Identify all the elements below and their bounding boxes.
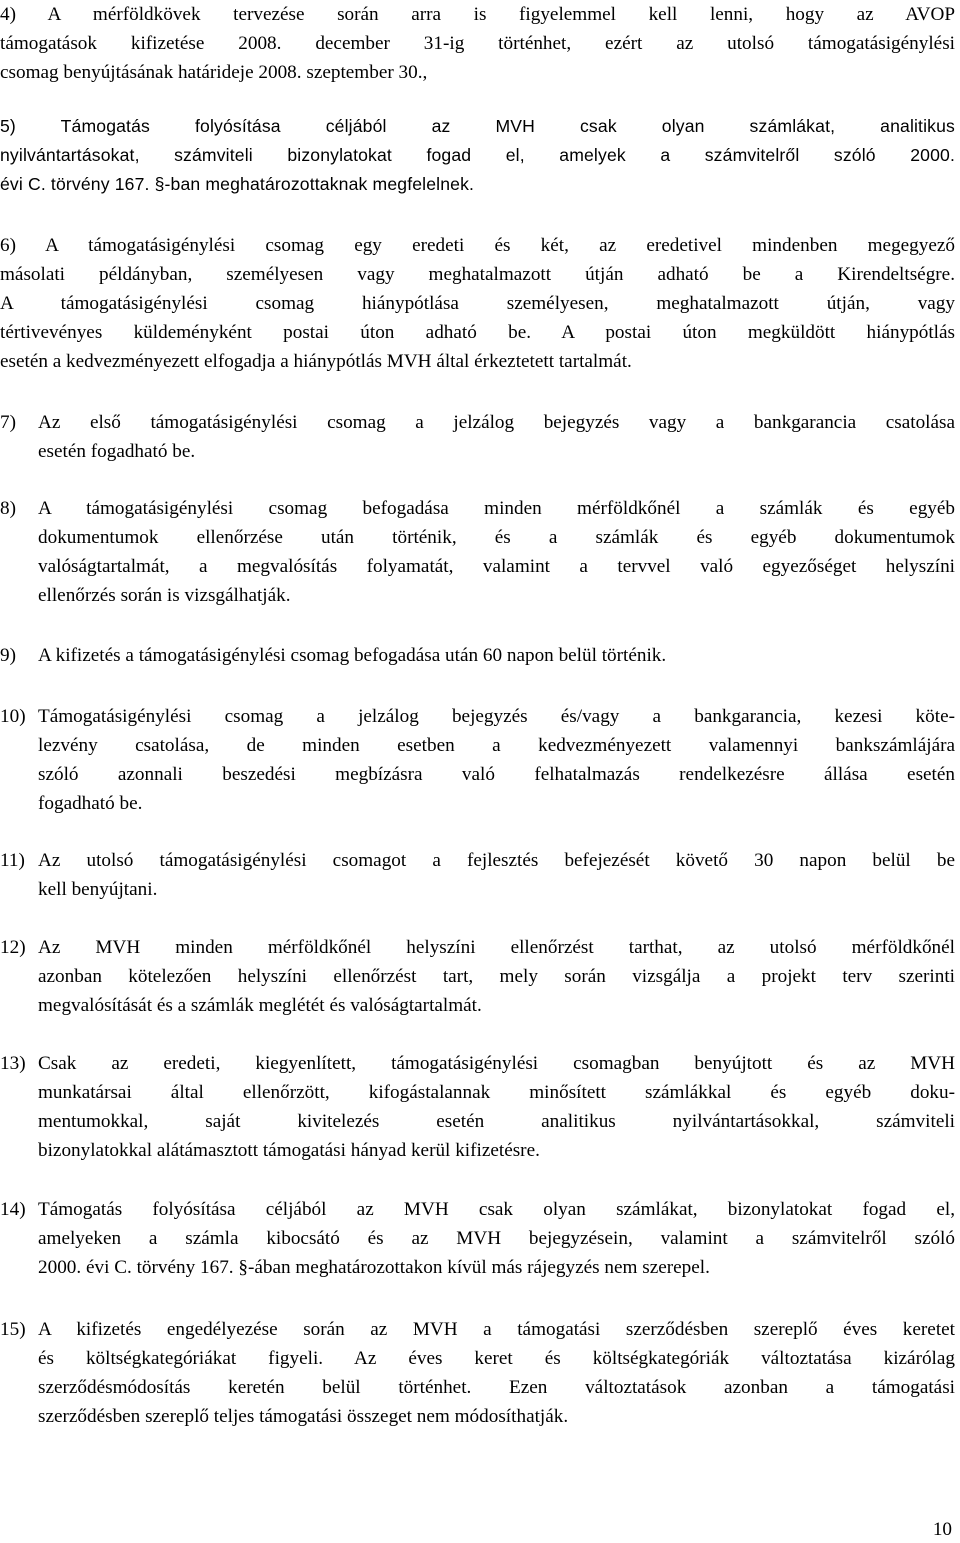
list-item-15 — [0, 1315, 955, 1431]
text-line: A kifizetés engedélyezése során az MVH a támogatási szerződésben szereplő éves keretet — [38, 1319, 955, 1340]
text-line: megvalósítását és a számlák meglétét és valóságtartalmát. — [38, 995, 482, 1016]
list-item-number: 8) — [0, 498, 16, 519]
text-line: 4) A mérföldkövek tervezése során arra is figyelemmel kell lenni, hogy az AVOP — [0, 4, 955, 25]
list-item-number: 14) — [0, 1199, 26, 1220]
text-line: dokumentumok ellenőrzése után történik, és a számlák és egyéb dokumentumok — [38, 527, 955, 548]
text-line: A támogatásigénylési csomag befogadása minden mérföldkőnél a számlák és egyéb — [38, 498, 955, 519]
text-line: csomag benyújtásának határideje 2008. szeptember 30., — [0, 62, 428, 83]
text-line: másolati példányban, személyesen vagy meghatalmazott útján adható be a Kirendeltségre. — [0, 264, 955, 285]
text-line: munkatársai által ellenőrzött, kifogástalannak minősített számlákkal és egyéb doku- — [38, 1082, 955, 1103]
text-line: Az utolsó támogatásigénylési csomagot a fejlesztés befejezését követő 30 napon belül be — [38, 850, 955, 871]
list-item-8 — [0, 494, 955, 610]
list-item-13 — [0, 1049, 955, 1165]
text-line: valóságtartalmát, a megvalósítás folyamatát, valamint a tervvel való egyezőséget helyszíni — [38, 556, 955, 577]
text-line: esetén a kedvezményezett elfogadja a hiánypótlás MVH által érkeztetett tartalmát. — [0, 351, 632, 372]
page-number: 10 — [932, 1519, 952, 1540]
list-item-number: 12) — [0, 937, 26, 958]
text-line: A támogatásigénylési csomag hiánypótlása személyesen, meghatalmazott útján, vagy — [0, 293, 955, 314]
text-line: évi C. törvény 167. §-ban meghatározottaknak megfelelnek. — [0, 174, 475, 194]
text-line: szóló azonnali beszedési megbízásra való felhatalmazás rendelkezésre állása esetén — [38, 764, 955, 785]
list-item-10 — [0, 702, 955, 818]
text-line: kell benyújtani. — [38, 879, 158, 900]
text-line: lezvény csatolása, de minden esetben a kedvezményezett valamennyi bankszámlájára — [38, 735, 955, 756]
list-item-number: 11) — [0, 850, 25, 871]
list-item-number: 7) — [0, 412, 16, 433]
list-item-number: 15) — [0, 1319, 26, 1340]
list-item-4 — [0, 0, 955, 87]
text-line: esetén fogadható be. — [38, 441, 196, 462]
text-line: Támogatásigénylési csomag a jelzálog bejegyzés és/vagy a bankgarancia, kezesi köte- — [38, 706, 955, 727]
text-line: Az első támogatásigénylési csomag a jelzálog bejegyzés vagy a bankgarancia csatolása — [38, 412, 955, 433]
text-line: nyilvántartásokat, számviteli bizonylatokat fogad el, amelyek a számvitelről szóló 2000. — [0, 145, 955, 165]
text-line: támogatások kifizetése 2008. december 31-ig történhet, ezért az utolsó támogatásigénylési — [0, 33, 955, 54]
text-line: Csak az eredeti, kiegyenlített, támogatásigénylési csomagban benyújtott és az MVH — [38, 1053, 955, 1074]
list-item-number: 10) — [0, 706, 26, 727]
text-line: amelyeken a számla kibocsátó és az MVH bejegyzésein, valamint a számvitelről szóló — [38, 1228, 955, 1249]
text-line: fogadható be. — [38, 793, 143, 814]
list-item-12 — [0, 933, 955, 1020]
text-line: mentumokkal, saját kivitelezés esetén analitikus nyilvántartásokkal, számviteli — [38, 1111, 955, 1132]
list-item-number: 13) — [0, 1053, 26, 1074]
text-line: szerződésmódosítás keretén belül történhet. Ezen változtatások azonban a támogatási — [38, 1377, 955, 1398]
list-item-9 — [0, 641, 955, 670]
text-line: tértivevényes küldeményként postai úton adható be. A postai úton megküldött hiánypótlás — [0, 322, 955, 343]
text-line: Támogatás folyósítása céljából az MVH csak olyan számlákat, bizonylatokat fogad el, — [38, 1199, 955, 1220]
text-line: Az MVH minden mérföldkőnél helyszíni ellenőrzést tarthat, az utolsó mérföldkőnél — [38, 937, 955, 958]
text-line: azonban kötelezően helyszíni ellenőrzést tart, mely során vizsgálja a projekt terv szerinti — [38, 966, 955, 987]
text-line: szerződésben szereplő teljes támogatási összeget nem módosíthatják. — [38, 1406, 569, 1427]
text-line: 2000. évi C. törvény 167. §-ában meghatározottakon kívül más rájegyzés nem szerepel. — [38, 1257, 710, 1278]
list-item-11 — [0, 846, 955, 904]
text-line: A kifizetés a támogatásigénylési csomag befogadása után 60 napon belül történik. — [38, 645, 667, 666]
text-line: 6) A támogatásigénylési csomag egy eredeti és két, az eredetivel mindenben megegyező — [0, 235, 955, 256]
list-item-5 — [0, 112, 955, 199]
text-line: és költségkategóriákat figyeli. Az éves keret és költségkategóriák változtatása kizárólag — [38, 1348, 955, 1369]
list-item-6 — [0, 231, 955, 376]
list-item-14 — [0, 1195, 955, 1282]
text-line: 5) Támogatás folyósítása céljából az MVH csak olyan számlákat, analitikus — [0, 116, 955, 136]
text-line: bizonylatokkal alátámasztott támogatási hányad kerül kifizetésre. — [38, 1140, 540, 1161]
list-item-number: 9) — [0, 645, 16, 666]
list-item-7 — [0, 408, 955, 466]
text-line: ellenőrzés során is vizsgálhatják. — [38, 585, 291, 606]
